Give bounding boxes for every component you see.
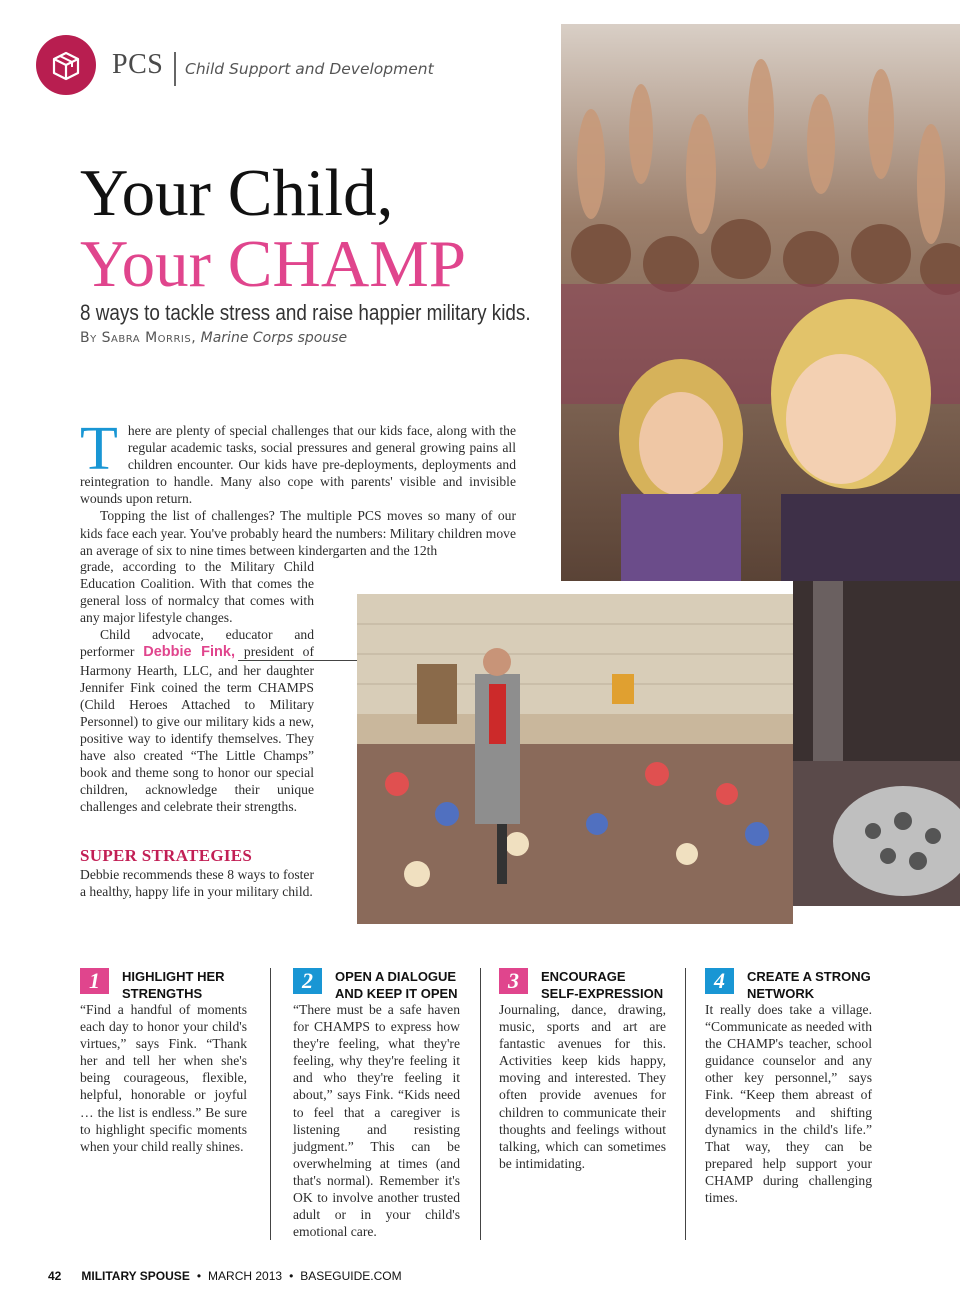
pcs-logo: [36, 35, 96, 95]
byline-role: Marine Corps spouse: [200, 330, 348, 346]
photo-gym-assembly: [357, 594, 793, 924]
drop-cap: T: [80, 415, 118, 483]
tip-body: “Find a handful of moments each day to honor your child's virtues,” says Fink. “Thank her and tell her when she's being courageous, flexible, helpful, honorable or joyful … the list is endless.” Be sure to highlight specific moments when your child really shines.: [80, 1002, 247, 1154]
column-divider: [685, 968, 686, 1240]
tip-number: 4: [705, 968, 734, 994]
open-box-icon: [48, 47, 84, 83]
byline: [80, 330, 347, 346]
article-narrow-column: [80, 558, 314, 815]
page-number: 42: [48, 1269, 62, 1283]
article-subtitle: 8 ways to tackle stress and raise happier military kids.: [80, 300, 531, 325]
article-title-line2: Your CHAMP: [80, 227, 467, 301]
byline-author: By Sabra Morris,: [80, 330, 197, 346]
page-footer: [48, 1269, 402, 1283]
section-title: Child Support and Development: [185, 60, 434, 78]
website-link[interactable]: BASEGUIDE.COM: [300, 1269, 402, 1283]
tip-body: Journaling, dance, drawing, music, sports and art are fantastic avenues for this. Activities keep kids happy, moving and interested. They often provide avenues for children to communicate their thoughts and feelings without talking, which can sometimes be intimidating.: [499, 1002, 666, 1171]
intro-paragraph: There are plenty of special challenges that our kids face, along with the regular academic tasks, social pressures and general growing pains all children encounter. Our kids have pre-deployments, deployments and reintegration to handle. Many also cope with parents' visible and invisible wounds upon return.: [80, 415, 516, 507]
paragraph-moves-continued: grade, according to the Military Child Education Coalition. With that comes the general loss of normalcy that comes with any major lifestyle changes.: [80, 559, 314, 626]
tip-body: It really does take a village. “Communicate as needed with the CHAMP's teacher, school guidance counselor and any other key personnel,” says Fink. “Keep them abreast of developments and shifting dynamics in the child's life.” That way, they can be prepared help support your CHAMP during challenging times.: [705, 1002, 872, 1206]
column-divider: [480, 968, 481, 1240]
magazine-name: MILITARY SPOUSE: [81, 1269, 190, 1283]
header-divider: [174, 52, 176, 86]
photo-children-raising-hands: [561, 24, 960, 581]
column-divider: [270, 968, 271, 1240]
highlight-name: Debbie Fink,: [143, 644, 235, 661]
paragraph-champs: Child advocate, educator and performer Debbie Fink, president of Harmony Hearth, LLC, and her daughter Jennifer Fink coined the term CHAMPS (Child Heroes Attached to Military Personnel) to give our military kids a new, positive way to identify themselves. They have also created “The Little Champs” book and theme song to honor our special children, acknowledge their unique challenges and celebrate their strengths.: [80, 627, 314, 815]
tip-title: ENCOURAGE SELF-EXPRESSION: [541, 969, 664, 1001]
issue-date: MARCH 2013: [208, 1269, 283, 1283]
section-label: PCS: [112, 49, 164, 80]
paragraph-moves: Topping the list of challenges? The multiple PCS moves so many of our kids face each year. You've probably heard the numbers: Military children move an average of six to nine times between kindergarten and the 12th: [80, 508, 516, 558]
tip-number: 3: [499, 968, 528, 994]
article-title-line1: Your Child,: [80, 156, 394, 230]
bullet-separator: •: [289, 1269, 294, 1283]
tip-number: 1: [80, 968, 109, 994]
tip-title: CREATE A STRONG NETWORK: [747, 969, 871, 1001]
article-intro: [80, 415, 516, 559]
bullet-separator: •: [196, 1269, 202, 1283]
strategies-heading: SUPER STRATEGIES: [80, 846, 253, 865]
tip-number: 2: [293, 968, 322, 994]
tip-body: “There must be a safe haven for CHAMPS to express how they're feeling, what they're feeling, why they're feeling it and who they're feeling it about,” says Fink. “Kids need to feel that a caregiver is listening and resisting judgment.” This can be overwhelming at times (and that's normal). Remember it's OK to involve another trusted adult or in your child's emotional care.: [293, 1002, 460, 1240]
tip-title: HIGHLIGHT HER STRENGTHS: [122, 969, 225, 1001]
tip-title: OPEN A DIALOGUE AND KEEP IT OPEN: [335, 969, 458, 1001]
photo-cropped-child: [793, 581, 960, 906]
strategies-intro: Debbie recommends these 8 ways to foster a healthy, happy life in your military child.: [80, 867, 314, 900]
